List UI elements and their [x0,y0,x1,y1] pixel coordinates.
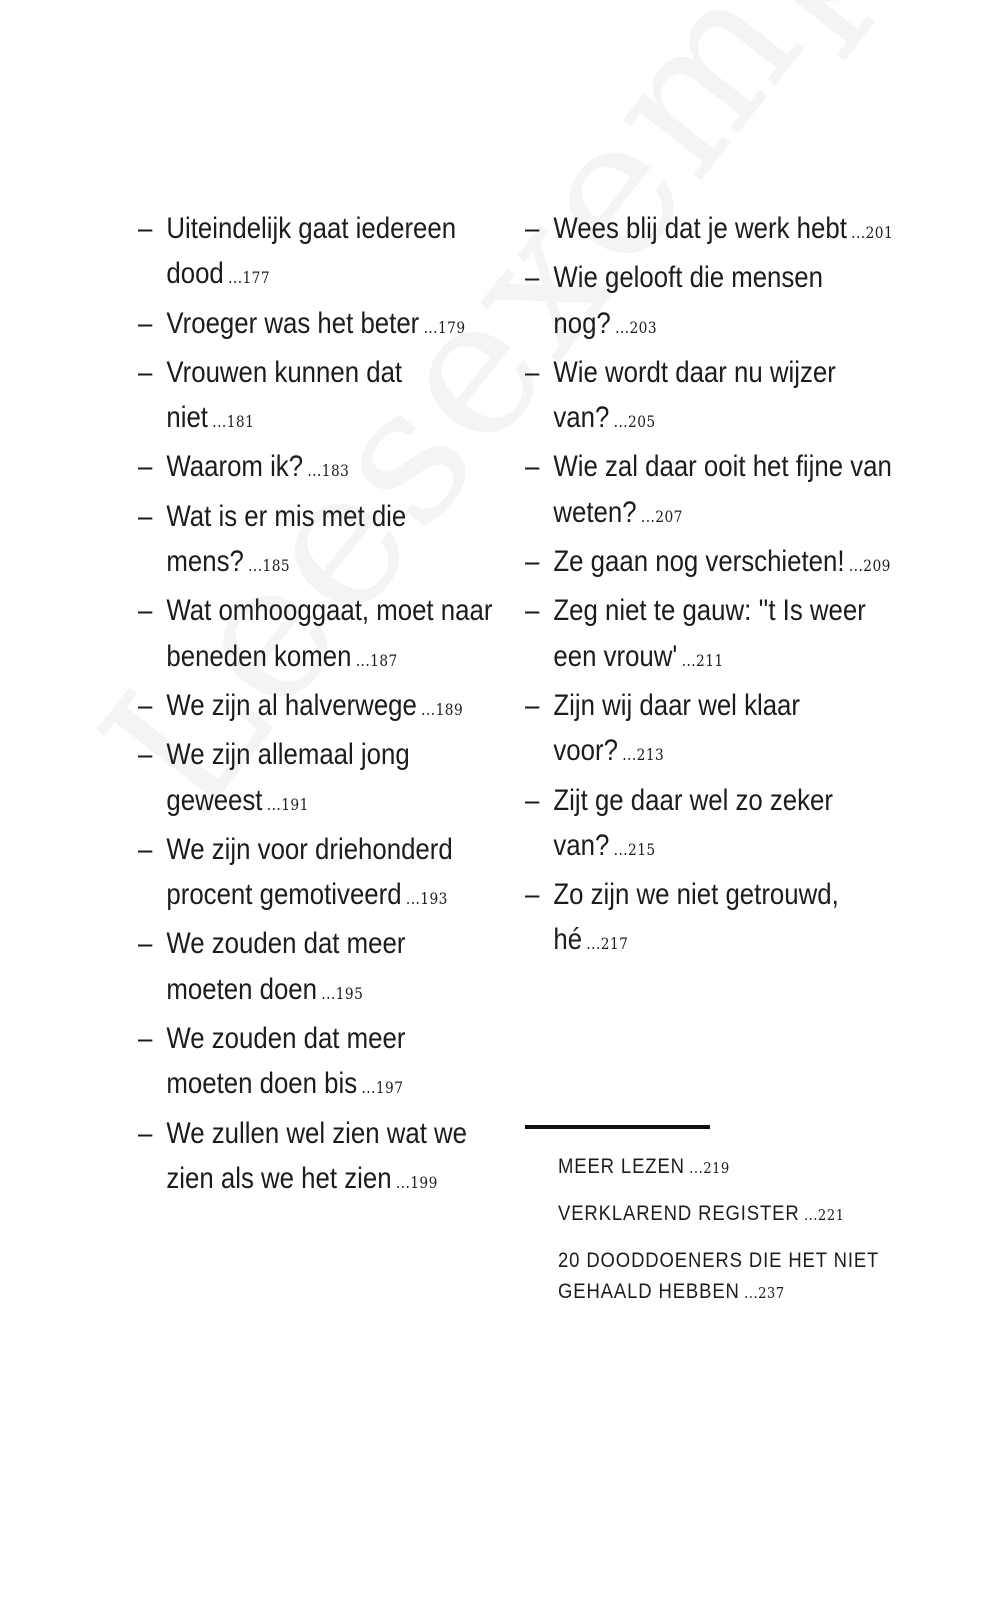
toc-entry [525,778,903,873]
entry-title: Wees blij dat je werk hebt [553,212,847,245]
entry-page-number: ...193 [405,889,448,909]
entry-dash: – [138,594,153,628]
entry-title: Vroeger was het beter [166,306,420,340]
entry-page-number: ...187 [355,650,398,670]
entry-dash: – [138,927,153,961]
entry-page-number: ...201 [851,223,894,242]
entry-dash: – [525,261,540,295]
toc-entry [525,683,903,778]
section-divider [525,1125,710,1129]
entry-title: We zouden dat meer moeten doen bis [166,1022,406,1101]
entry-title: Wat is er mis met die mens? [166,499,407,579]
toc-entry [525,588,903,683]
entry-dash: – [525,688,540,722]
entry-page-number: ...205 [613,412,656,432]
entry-title: VERKLAREND REGISTER [558,1202,800,1225]
back-matter-list [558,1151,878,1323]
toc-entry [138,683,496,732]
entry-page-number: ...191 [266,794,309,814]
toc-entry [138,444,496,493]
toc-entry [138,350,496,445]
entry-title: Waarom ik? [166,450,304,484]
toc-entry [525,255,903,350]
toc-entry [525,872,903,967]
entry-page-number: ...181 [212,412,255,432]
toc-entry [138,588,496,683]
entry-dash: – [138,832,153,866]
toc-entry [525,350,903,445]
entry-title: We zouden dat meer moeten doen [166,927,406,1006]
entry-page-number: ...211 [681,650,724,670]
entry-title: We zijn al halverwege [166,688,417,722]
entry-title: MEER LEZEN [558,1155,685,1178]
entry-page-number: ...221 [804,1206,845,1224]
entry-title: Ze gaan nog verschieten! [553,545,845,579]
entry-page-number: ...189 [421,699,464,719]
entry-page-number: ...199 [395,1172,438,1192]
entry-title: Wat omhooggaat, moet naar beneden komen [166,594,493,673]
entry-page-number: ...219 [689,1159,730,1177]
entry-dash: – [525,783,540,817]
toc-column-left [138,206,493,1205]
entry-page-number: ...197 [361,1078,404,1098]
entry-title: Zo zijn we niet getrouwd, hé [553,878,839,957]
entry-page-number: ...179 [423,317,466,337]
entry-title: Wie zal daar ooit het fijne van weten? [553,450,892,529]
entry-dash: – [138,450,153,484]
entry-dash: – [138,499,153,533]
toc-entry [138,494,496,589]
entry-dash: – [138,306,153,340]
entry-page-number: ...209 [848,556,891,576]
entry-dash: – [525,594,540,628]
toc-entry [525,444,903,539]
entry-page-number: ...217 [586,934,629,954]
entry-page-number: ...213 [622,745,665,765]
toc-entry [138,732,496,827]
entry-page-number: ...177 [228,268,271,288]
entry-page-number: ...203 [615,317,658,337]
entry-title: Zijt ge daar wel zo zeker van? [553,783,834,862]
entry-dash: – [138,1116,153,1150]
entry-dash: – [138,1022,153,1056]
toc-entry [138,206,496,301]
entry-dash: – [138,738,153,772]
toc-entry [138,1111,496,1206]
toc-entry [525,539,903,588]
toc-entry [525,206,903,255]
toc-entry [558,1151,879,1184]
entry-title: We zijn allemaal jong geweest [166,738,410,817]
entry-title: Zeg niet te gauw: ''t Is weer een vrouw' [553,594,866,673]
toc-entry [138,1016,496,1111]
entry-title: Vrouwen kunnen dat niet [166,355,403,435]
entry-title: 20 DOODDOENERS DIE HET NIET GEHAALD HEBBEN [558,1249,879,1303]
entry-page-number: ...185 [248,556,291,576]
entry-page-number: ...237 [744,1284,785,1302]
entry-dash: – [525,545,540,579]
entry-title: Uiteindelijk gaat iedereen dood [166,212,457,291]
entry-title: We zullen wel zien wat we zien als we het zien [166,1116,468,1195]
entry-title: Wie gelooft die mensen nog? [553,261,824,340]
toc-column-right [525,206,894,967]
toc-entry [558,1198,879,1231]
entry-page-number: ...207 [640,506,683,526]
toc-entry [558,1245,879,1309]
entry-dash: – [525,355,540,389]
entry-title: Wie wordt daar nu wijzer van? [553,355,836,435]
entry-title: Zijn wij daar wel klaar voor? [553,688,800,768]
entry-page-number: ...183 [307,461,350,481]
entry-title: We zijn voor driehonderd procent gemotiveerd [166,832,453,912]
entry-dash: – [138,688,153,722]
entry-dash: – [525,878,540,912]
entry-page-number: ...195 [321,983,364,1003]
entry-dash: – [138,355,153,389]
toc-entry [138,827,496,922]
entry-page-number: ...215 [613,839,656,859]
entry-dash: – [525,212,540,245]
toc-entry [138,921,496,1016]
entry-dash: – [138,212,153,245]
entry-dash: – [525,450,540,484]
toc-entry [138,301,496,350]
